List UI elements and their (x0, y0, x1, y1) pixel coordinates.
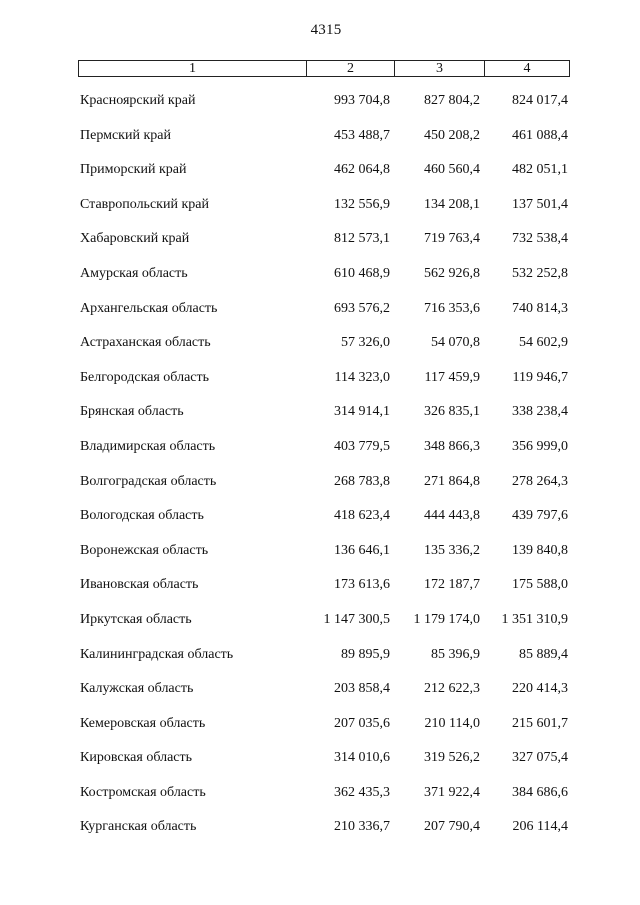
value-col-2: 136 646,1 (334, 542, 390, 558)
table-row (0, 603, 640, 638)
value-col-2: 993 704,8 (334, 93, 390, 108)
region-name: Иркутская область (80, 611, 192, 627)
table-row (0, 395, 640, 430)
value-col-3: 450 208,2 (424, 127, 480, 143)
region-name: Брянская область (80, 404, 184, 420)
region-name: Архангельская область (80, 300, 218, 316)
value-col-4: 175 588,0 (512, 577, 568, 593)
region-name: Курганская область (80, 819, 197, 835)
region-name: Астраханская область (80, 335, 211, 351)
value-col-2: 114 323,0 (334, 369, 390, 385)
region-name: Калининградская область (80, 646, 234, 662)
value-col-4: 139 840,8 (512, 542, 568, 558)
region-name: Ставропольский край (80, 196, 209, 212)
value-col-4: 220 414,3 (512, 681, 568, 697)
value-col-2: 203 858,4 (334, 681, 390, 697)
table-row (0, 188, 640, 223)
value-col-3: 348 866,3 (424, 438, 480, 454)
table-row (0, 707, 640, 742)
table-row (0, 638, 640, 673)
value-col-4: 54 602,9 (519, 335, 568, 351)
region-name: Пермский край (80, 127, 171, 143)
region-name: Костромская область (80, 784, 206, 800)
value-col-2: 207 035,6 (334, 715, 390, 731)
table-row (0, 741, 640, 776)
region-name: Кемеровская область (80, 715, 206, 731)
region-name: Красноярский край (80, 93, 196, 108)
value-col-2: 362 435,3 (334, 784, 390, 800)
value-col-3: 444 443,8 (424, 508, 480, 524)
value-col-2: 210 336,7 (334, 819, 390, 835)
value-col-4: 384 686,6 (512, 784, 568, 800)
value-col-3: 371 922,4 (424, 784, 480, 800)
table-row (0, 534, 640, 569)
table-row (0, 326, 640, 361)
table-header (78, 60, 570, 77)
value-col-2: 1 147 300,5 (323, 611, 390, 627)
value-col-3: 210 114,0 (424, 715, 480, 731)
table-row (0, 672, 640, 707)
value-col-3: 827 804,2 (424, 93, 480, 108)
region-name: Волгоградская область (80, 473, 217, 489)
table-row (0, 568, 640, 603)
region-name: Амурская область (80, 265, 188, 281)
table-row (0, 119, 640, 154)
region-name: Кировская область (80, 750, 193, 766)
value-col-3: 212 622,3 (424, 681, 480, 697)
value-col-2: 610 468,9 (334, 265, 390, 281)
value-col-4: 482 051,1 (512, 162, 568, 178)
region-name: Вологодская область (80, 508, 204, 524)
table-body (0, 84, 640, 845)
value-col-4: 732 538,4 (512, 231, 568, 247)
value-col-2: 132 556,9 (334, 196, 390, 212)
value-col-3: 319 526,2 (424, 750, 480, 766)
value-col-3: 716 353,6 (424, 300, 480, 316)
value-col-2: 453 488,7 (334, 127, 390, 143)
table-row (0, 465, 640, 500)
value-col-2: 462 064,8 (334, 162, 390, 178)
value-col-3: 1 179 174,0 (413, 611, 480, 627)
value-col-2: 812 573,1 (334, 231, 390, 247)
value-col-3: 326 835,1 (424, 404, 480, 420)
value-col-4: 439 797,6 (512, 508, 568, 524)
table-row (0, 430, 640, 465)
value-col-2: 403 779,5 (334, 438, 390, 454)
value-col-4: 85 889,4 (519, 646, 568, 662)
value-col-3: 117 459,9 (424, 369, 480, 385)
value-col-2: 268 783,8 (334, 473, 390, 489)
table-row (0, 361, 640, 396)
table-row (0, 776, 640, 811)
value-col-3: 134 208,1 (424, 196, 480, 212)
table-row (0, 499, 640, 534)
value-col-4: 356 999,0 (512, 438, 568, 454)
table-row (0, 292, 640, 327)
region-name: Воронежская область (80, 542, 209, 558)
column-header-2: 2 (307, 61, 395, 76)
value-col-3: 271 864,8 (424, 473, 480, 489)
value-col-4: 740 814,3 (512, 300, 568, 316)
table-row (0, 153, 640, 188)
value-col-2: 693 576,2 (334, 300, 390, 316)
column-header-4: 4 (523, 61, 531, 76)
value-col-2: 314 914,1 (334, 404, 390, 420)
value-col-3: 135 336,2 (424, 542, 480, 558)
value-col-3: 54 070,8 (431, 335, 480, 351)
value-col-3: 719 763,4 (424, 231, 480, 247)
column-header-1: 1 (79, 61, 307, 76)
value-col-2: 314 010,6 (334, 750, 390, 766)
value-col-4: 532 252,8 (512, 265, 568, 281)
value-col-4: 119 946,7 (512, 369, 568, 385)
region-name: Калужская область (80, 681, 194, 697)
table-row (0, 84, 640, 119)
value-col-2: 173 613,6 (334, 577, 390, 593)
region-name: Ивановская область (80, 577, 199, 593)
value-col-4: 278 264,3 (512, 473, 568, 489)
value-col-3: 460 560,4 (424, 162, 480, 178)
value-col-2: 89 895,9 (341, 646, 390, 662)
value-col-4: 461 088,4 (512, 127, 568, 143)
value-col-4: 824 017,4 (512, 93, 568, 108)
table-row (0, 222, 640, 257)
value-col-4: 1 351 310,9 (501, 611, 568, 627)
region-name: Приморский край (80, 162, 187, 178)
page-number: 4315 (310, 22, 342, 38)
table-row (0, 257, 640, 292)
region-name: Владимирская область (80, 438, 216, 454)
value-col-3: 172 187,7 (424, 577, 480, 593)
value-col-3: 562 926,8 (424, 265, 480, 281)
column-header-3: 3 (395, 61, 485, 76)
value-col-4: 327 075,4 (512, 750, 568, 766)
value-col-4: 206 114,4 (512, 819, 568, 835)
value-col-3: 85 396,9 (431, 646, 480, 662)
value-col-2: 57 326,0 (341, 335, 390, 351)
region-name: Белгородская область (80, 369, 210, 385)
value-col-3: 207 790,4 (424, 819, 480, 835)
table-row (0, 810, 640, 845)
value-col-4: 137 501,4 (512, 196, 568, 212)
value-col-4: 338 238,4 (512, 404, 568, 420)
region-name: Хабаровский край (80, 231, 190, 247)
value-col-4: 215 601,7 (512, 715, 568, 731)
value-col-2: 418 623,4 (334, 508, 390, 524)
